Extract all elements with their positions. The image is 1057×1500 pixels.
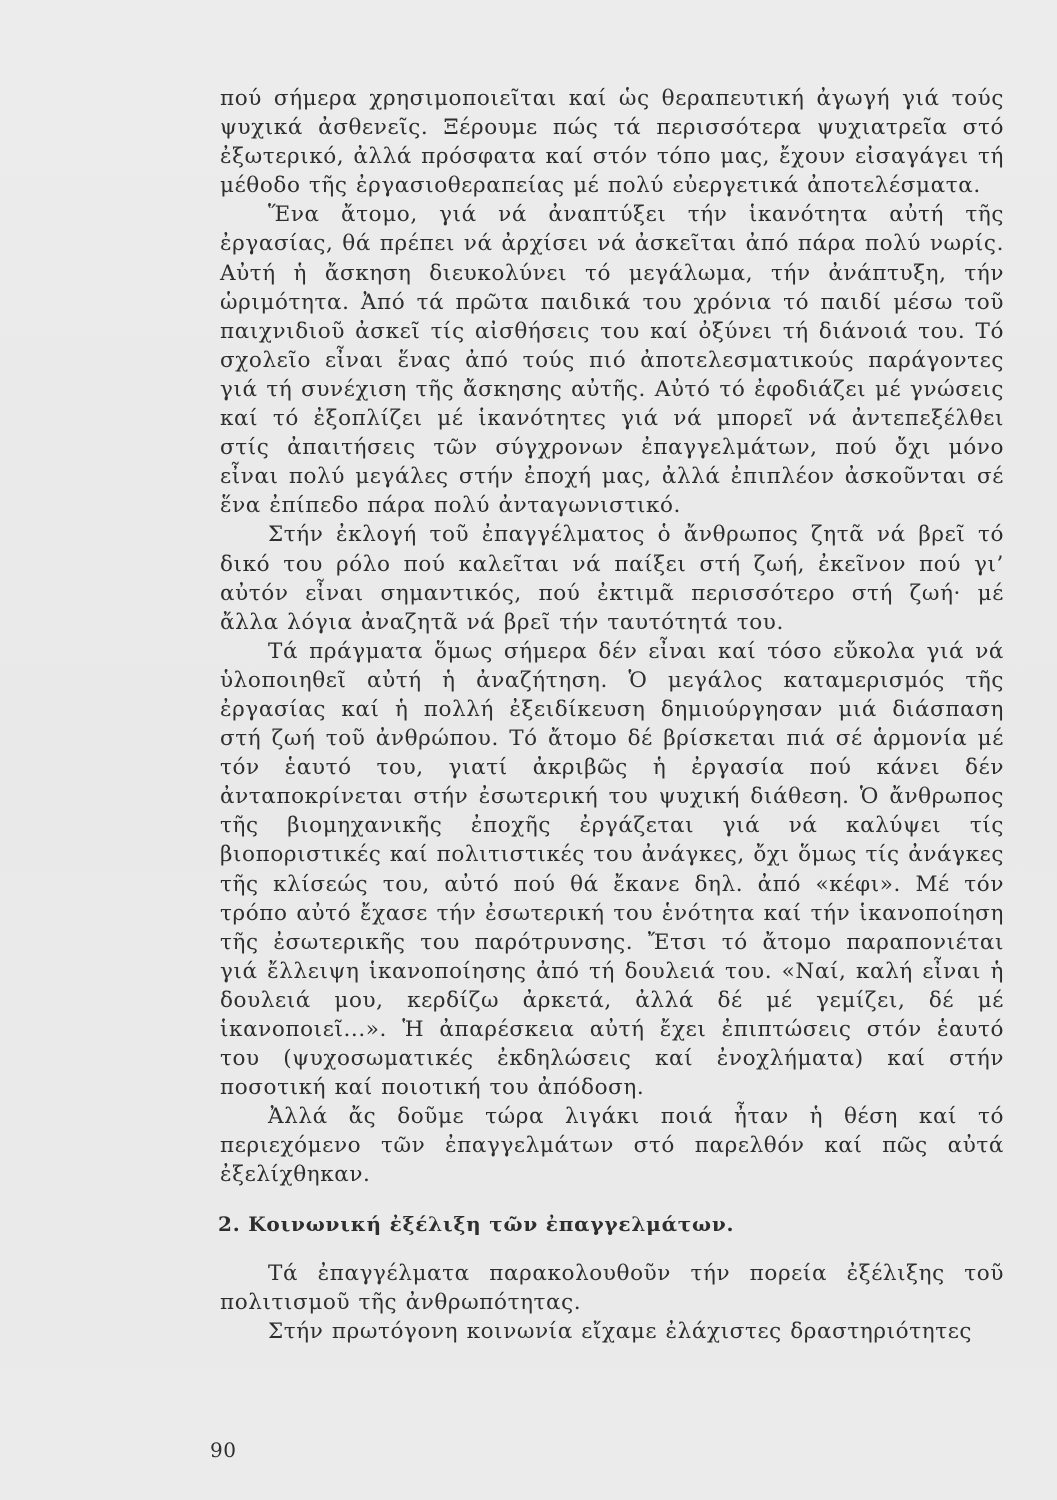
paragraph-civilization: Τά ἐπαγγέλματα παρακολουθοῦν τήν πορεία ἐξέλιξης τοῦ πολιτισμοῦ τῆς ἀνθρωπότητας. [220,1261,1004,1316]
paragraph-modern-division: Τά πράγματα ὅμως σήμερα δέν εἶναι καί τόσο εὔκολα γιά νά ὑλοποιηθεῖ αὐτή ἡ ἀναζήτηση. Ὁ μεγάλος καταμερισμός τῆς ἐργασίας καί ἡ πολλή ἐξειδίκευση δημιούργησαν μιά διάσπαση στή ζωή τοῦ ἀνθρώπου. Τό ἄτομο δέ βρίσκεται πιά σέ ἁρμονία μέ τόν ἑαυτό του, γιατί ἀκριβῶς ἡ ἐργασία πού κάνει δέν ἀνταποκρίνεται στήν ἐσωτερική του ψυχική διάθεση. Ὁ ἄνθρωπος τῆς βιομηχανικῆς ἐποχῆς ἐργάζεται γιά νά καλύψει τίς βιοποριστικές καί πολιτιστικές του ἀνάγκες, ὄχι ὅμως τίς ἀνάγκες τῆς κλίσεώς του, αὐτό πού θά ἔκανε δηλ. ἀπό «κέφι». Μέ τόν τρόπο αὐτό ἔχασε τήν ἐσωτερική του ἑνότητα καί τήν ἱκανοποίηση τῆς ἐσωτερικῆς του παρότρυνσης. Ἔτσι τό ἄτομο παραπονιέται γιά ἔλλειψη ἱκανοποίησης ἀπό τή δουλειά του. «Ναί, καλή εἶναι ἡ δουλειά μου, κερδίζω ἀρκετά, ἀλλά δέ μέ γεμίζει, δέ μέ ἱκανοποιεῖ...». Ἡ ἀπαρέσκεια αὐτή ἔχει ἐπιπτώσεις στόν ἑαυτό του (ψυχοσωματικές ἐκδηλώσεις καί ἐνοχλήματα) καί στήν ποσοτική καί ποιοτική του ἀπόδοση. [220,638,1004,1101]
paragraph-profession-choice: Στήν ἐκλογή τοῦ ἐπαγγέλματος ὁ ἄνθρωπος ζητᾶ νά βρεῖ τό δικό του ρόλο πού καλεῖται νά παίξει στή ζωή, ἐκεῖνον πού γι’ αὐτόν εἶναι σημαντικός, πού ἐκτιμᾶ περισσότερο στή ζωή· μέ ἄλλα λόγια ἀναζητᾶ νά βρεῖ τήν ταυτότητά του. [220,522,1004,635]
section-body-text [220,1259,1004,1346]
paragraph-primitive-society: Στήν πρωτόγονη κοινωνία εἴχαμε ἐλάχιστες δραστηριότητες [268,1319,973,1345]
paragraph-person-ability: Ἕνα ἄτομο, γιά νά ἀναπτύξει τήν ἱκανότητα αὐτή τῆς ἐργασίας, θά πρέπει νά ἀρχίσει νά ἀσκεῖται ἀπό πάρα πολύ νωρίς. Αὐτή ἡ ἄσκηση διευκολύνει τό μεγάλωμα, τήν ἀνάπτυξη, τήν ὡριμότητα. Ἀπό τά πρῶτα παιδικά του χρόνια τό παιδί μέσω τοῦ παιχνιδιοῦ ἀσκεῖ τίς αἰσθήσεις του καί ὀξύνει τή διάνοιά του. Τό σχολεῖο εἶναι ἕνας ἀπό τούς πιό ἀποτελεσματικούς παράγοντες γιά τή συνέχιση τῆς ἄσκησης αὐτῆς. Αὐτό τό ἐφοδιάζει μέ γνώσεις καί τό ἐξοπλίζει μέ ἱκανότητες γιά νά μπορεῖ νά ἀντεπεξέλθει στίς ἀπαιτήσεις τῶν σύγχρονων ἐπαγγελμάτων, πού ὄχι μόνο εἶναι πολύ μεγάλες στήν ἐποχή μας, ἀλλά ἐπιπλέον ἀσκοῦνται σέ ἕνα ἐπίπεδο πάρα πολύ ἀνταγωνιστικό. [220,202,1004,519]
paragraph-continuation: πού σήμερα χρησιμοποιεῖται καί ὡς θεραπευτική ἀγωγή γιά τούς ψυχικά ἀσθενεῖς. Ξέρουμε πώς τά περισσότερα ψυχιατρεῖα στό ἐξωτερικό, ἀλλά πρόσφατα καί στόν τόπο μας, ἔχουν εἰσαγάγει τή μέθοδο τῆς ἐργασιοθεραπείας μέ πολύ εὐεργετικά ἀποτελέσματα. [220,86,1004,199]
body-text [220,84,1004,1190]
section-heading: 2. Κοινωνική ἐξέλιξη τῶν ἐπαγγελμάτων. [218,1212,735,1236]
page-number: 90 [210,1438,237,1462]
paragraph-past-professions: Ἀλλά ἄς δοῦμε τώρα λιγάκι ποιά ἦταν ἡ θέση καί τό περιεχόμενο τῶν ἐπαγγελμάτων στό παρελθόν καί πῶς αὐτά ἐξελίχθηκαν. [220,1104,1004,1188]
